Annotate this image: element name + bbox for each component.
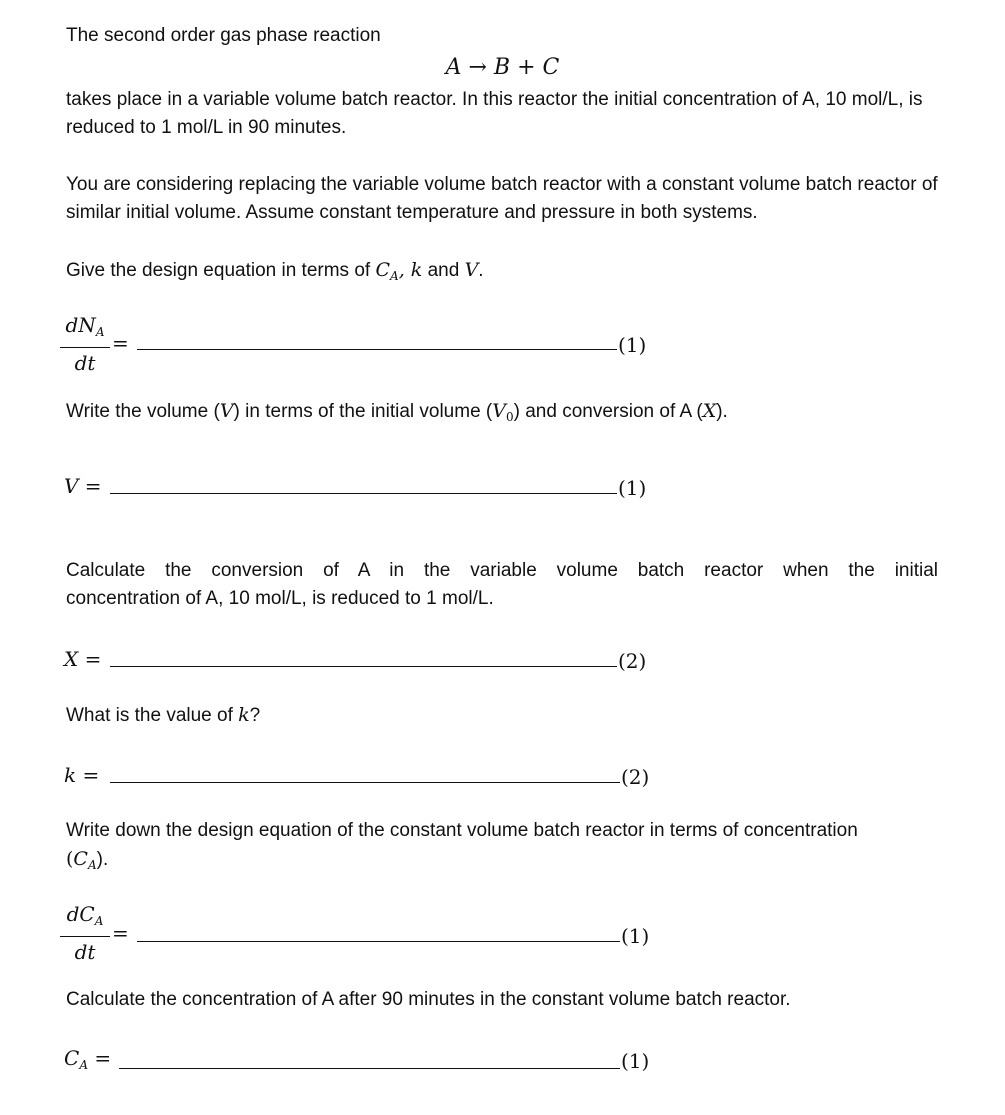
intro-text: The second order gas phase reaction [66, 25, 381, 46]
equals-sign-2: = [112, 921, 129, 945]
question-final-concentration: Calculate the concentration of A after 90 minutes in the constant volume batch reactor. [66, 989, 791, 1010]
question-conversion-line2: concentration of A, 10 mol/L, is reduced to 1 mol/L. [66, 588, 494, 609]
answer-line-4[interactable] [110, 782, 620, 783]
lhs-k: k = [64, 763, 100, 787]
answer-line-1[interactable] [137, 349, 617, 350]
lhs-V: V = [64, 474, 102, 498]
question-design-equation: Give the design equation in terms of $C_A$, k and V. [66, 259, 484, 283]
paragraph-reactor-description: takes place in a variable volume batch reactor. In this reactor the initial concentration of A, 10 mol/L, is reduced to 1 mol/L in 90 minutes. [66, 89, 923, 138]
marks-5: (1) [621, 924, 650, 948]
paragraph-replacement: You are considering replacing the variable volume batch reactor with a constant volume batch reactor of similar initial volume. Assume constant temperature and pressure in both systems. [66, 174, 938, 223]
reaction-equation: A → B + C [445, 55, 560, 80]
marks-1: (1) [618, 333, 647, 357]
marks-4: (2) [621, 765, 650, 789]
question-constant-volume-line2: $(C_A)$. [66, 848, 109, 872]
answer-line-6[interactable] [119, 1068, 620, 1069]
question-volume: Write the volume (V) in terms of the initial volume $(V_0)$ and conversion of A (X). [66, 400, 728, 424]
equals-sign: = [112, 331, 129, 355]
question-constant-volume-line1: Write down the design equation of the constant volume batch reactor in terms of concentration [66, 820, 858, 841]
marks-6: (1) [621, 1049, 650, 1073]
marks-3: (2) [618, 649, 647, 673]
question-conversion-line1: Calculate the conversion of A in the variable volume batch reactor when the initial [66, 560, 938, 581]
lhs-CA: $C_A$ = [64, 1046, 112, 1072]
answer-line-2[interactable] [110, 493, 617, 494]
fraction-dNA-dt: $dN_A$ dt [60, 313, 110, 375]
lhs-X: X = [64, 647, 102, 671]
answer-line-3[interactable] [110, 666, 617, 667]
answer-line-5[interactable] [137, 941, 620, 942]
fraction-dCA-dt: $dC_A$ dt [60, 902, 110, 964]
marks-2: (1) [618, 476, 647, 500]
question-k-value: What is the value of k? [66, 704, 261, 726]
